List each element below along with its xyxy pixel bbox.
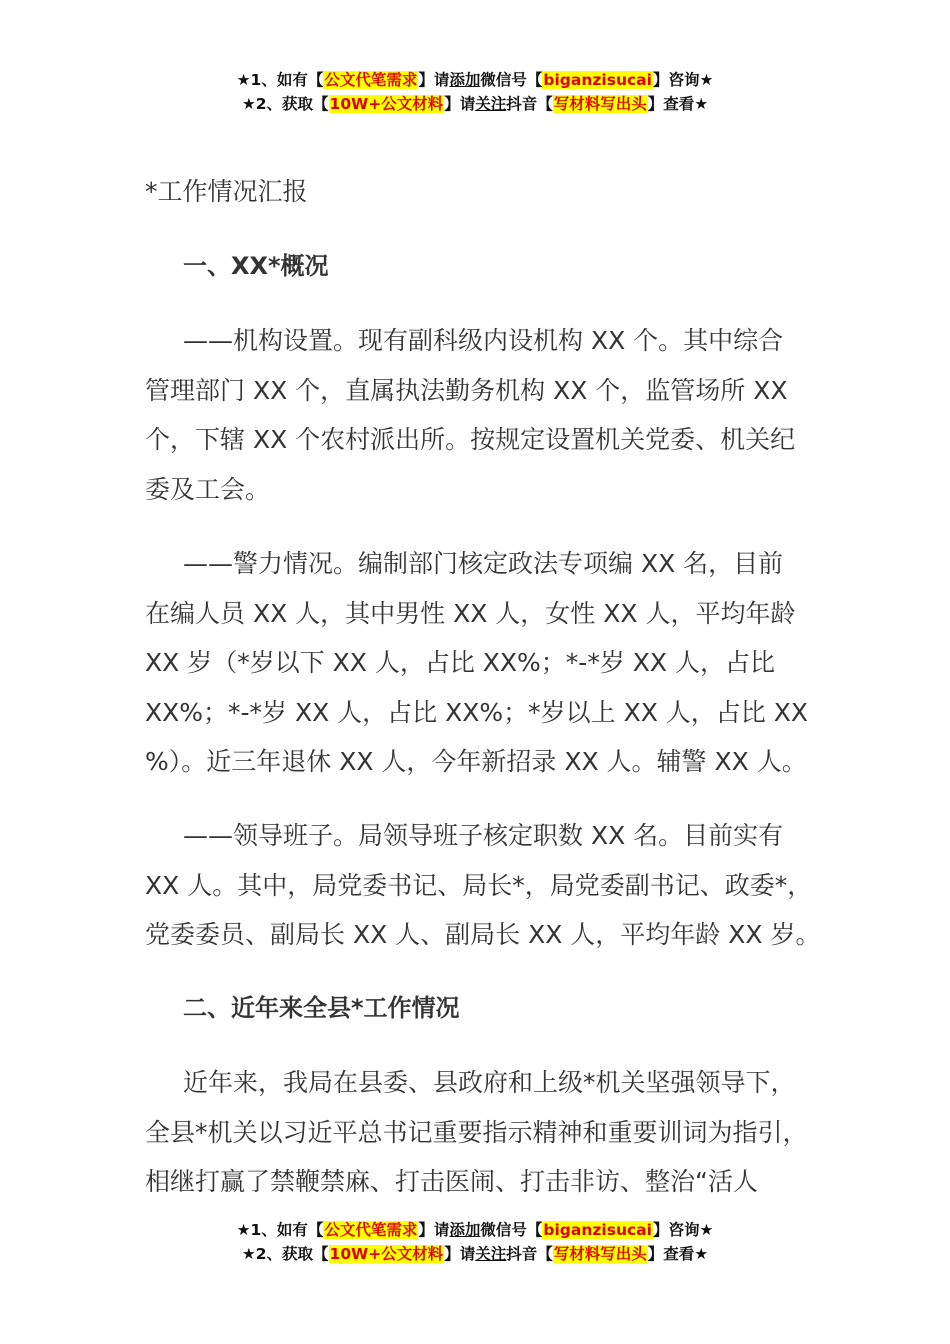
promo-highlight: 10W+公文材料 bbox=[329, 95, 444, 113]
promo-highlight: 公文代笔需求 bbox=[324, 71, 418, 89]
paragraph-line: ——警力情况。编制部门核定政法专项编 XX 名，目前 bbox=[183, 549, 784, 578]
promo-text: 】查看★ bbox=[647, 1245, 709, 1263]
promo-text: 】请 bbox=[444, 95, 476, 113]
paragraph-institutions bbox=[145, 316, 835, 514]
promo-text: ★1、如有【 bbox=[236, 71, 324, 89]
promo-highlight-wechat: biganzisucai bbox=[543, 1221, 652, 1239]
promo-line-2 bbox=[0, 1242, 950, 1266]
promo-underlined: 关注 bbox=[475, 1245, 507, 1263]
promo-line-1 bbox=[0, 68, 950, 92]
paragraph-line: 个，下辖 XX 个农村派出所。按规定设置机关党委、机关纪 bbox=[145, 425, 796, 455]
paragraph-line: XX%；*-*岁 XX 人，占比 XX%；*岁以上 XX 人，占比 XX bbox=[145, 697, 808, 727]
section-heading-1: 一、XX*概况 bbox=[183, 252, 329, 280]
promo-text: 抖音【 bbox=[506, 95, 553, 113]
bottom-promo-banner bbox=[0, 1218, 950, 1266]
promo-text: 】查看★ bbox=[647, 95, 709, 113]
paragraph-recent-work bbox=[145, 1058, 835, 1207]
promo-line-2 bbox=[0, 92, 950, 116]
paragraph-line: %）。近三年退休 XX 人，今年新招录 XX 人。辅警 XX 人。 bbox=[145, 747, 807, 777]
paragraph-line: 管理部门 XX 个，直属执法勤务机构 XX 个，监管场所 XX bbox=[145, 375, 788, 405]
promo-text: 】咨询★ bbox=[652, 1221, 714, 1239]
paragraph-line: 委及工会。 bbox=[145, 474, 271, 504]
paragraph-line: 近年来，我局在县委、县政府和上级*机关坚强领导下， bbox=[183, 1068, 796, 1097]
promo-text: ★1、如有【 bbox=[236, 1221, 324, 1239]
paragraph-leadership bbox=[145, 811, 835, 960]
paragraph-line: 全县*机关以习近平总书记重要指示精神和重要训词为指引， bbox=[145, 1117, 808, 1147]
promo-text: 微信号【 bbox=[480, 71, 543, 89]
promo-underlined: 关注 bbox=[475, 95, 507, 113]
promo-highlight-douyin: 写材料写出头 bbox=[553, 1245, 647, 1263]
promo-text: 抖音【 bbox=[506, 1245, 553, 1263]
paragraph-line: 在编人员 XX 人，其中男性 XX 人，女性 XX 人，平均年龄 bbox=[145, 598, 796, 628]
paragraph-line: XX 岁（*岁以下 XX 人，占比 XX%；*-*岁 XX 人，占比 bbox=[145, 648, 775, 678]
promo-line-1 bbox=[0, 1218, 950, 1242]
promo-highlight-douyin: 写材料写出头 bbox=[553, 95, 647, 113]
promo-text: 】咨询★ bbox=[652, 71, 714, 89]
paragraph-line: ——机构设置。现有副科级内设机构 XX 个。其中综合 bbox=[183, 326, 784, 355]
promo-highlight: 公文代笔需求 bbox=[324, 1221, 418, 1239]
paragraph-line: XX 人。其中，局党委书记、局长*，局党委副书记、政委*， bbox=[145, 870, 813, 900]
promo-text: 微信号【 bbox=[480, 1221, 543, 1239]
promo-highlight: 10W+公文材料 bbox=[329, 1245, 444, 1263]
document-title: *工作情况汇报 bbox=[145, 177, 308, 206]
promo-text: ★2、获取【 bbox=[241, 1245, 329, 1263]
promo-text: 】请 bbox=[444, 1245, 476, 1263]
paragraph-police-force bbox=[145, 539, 835, 787]
promo-underlined: 添加 bbox=[449, 1221, 481, 1239]
promo-text: ★2、获取【 bbox=[241, 95, 329, 113]
promo-highlight-wechat: biganzisucai bbox=[543, 71, 652, 89]
section-heading-2: 二、近年来全县*工作情况 bbox=[183, 994, 460, 1022]
paragraph-line: ——领导班子。局领导班子核定职数 XX 名。目前实有 bbox=[183, 821, 784, 850]
promo-text: 】请 bbox=[418, 1221, 450, 1239]
paragraph-line: 党委委员、副局长 XX 人、副局长 XX 人，平均年龄 XX 岁。 bbox=[145, 920, 821, 950]
top-promo-banner bbox=[0, 68, 950, 116]
paragraph-line: 相继打赢了禁鞭禁麻、打击医闹、打击非访、整治“活人 bbox=[145, 1167, 758, 1197]
promo-text: 】请 bbox=[418, 71, 450, 89]
promo-underlined: 添加 bbox=[449, 71, 481, 89]
